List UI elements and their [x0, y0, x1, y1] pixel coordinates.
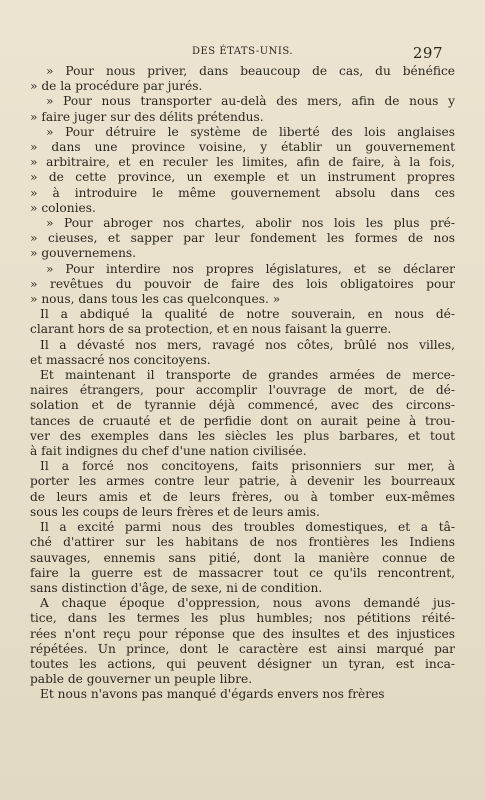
running-title: DES ÉTATS-UNIS. — [191, 46, 293, 57]
text-line: » de la procédure par jurés. — [30, 79, 203, 94]
text-line: toutes les actions, qui peuvent désigner un tyran, est inca- — [30, 656, 455, 671]
text-line: » Pour détruire le système de liberté des lois anglaises — [46, 124, 455, 139]
text-line: Il a excité parmi nous des troubles domestiques, et a tâ- — [40, 520, 455, 535]
text-line: solation et de tyrannie déjà commencé, avec des circons- — [30, 398, 455, 413]
text-line: sous les coups de leurs frères et de leurs amis. — [30, 504, 320, 519]
text-line: à fait indignes du chef d'une nation civilisée. — [30, 444, 307, 459]
text-line: » de cette province, un exemple et un instrument propres — [30, 170, 455, 185]
text-line: » nous, dans tous les cas quelconques. » — [30, 292, 281, 307]
text-line: Il a dévasté nos mers, ravagé nos côtes, brûlé nos villes, — [40, 337, 455, 352]
text-line: pable de gouverner un peuple libre. — [30, 672, 253, 687]
text-line: » Pour nous priver, dans beaucoup de cas, du bénéfice — [46, 64, 455, 78]
page-header — [30, 44, 455, 62]
text-line: sauvages, ennemis sans pitié, dont la manière connue de — [30, 550, 455, 565]
text-line: » Pour abroger nos chartes, abolir nos lois les plus pré- — [46, 216, 455, 231]
text-line: naires étrangers, pour accomplir l'ouvrage de mort, de dé- — [30, 383, 455, 398]
text-line: » Pour interdire nos propres législatures, et se déclarer — [46, 261, 455, 276]
text-line: Et maintenant il transporte de grandes armées de merce- — [40, 368, 455, 383]
text-line: » arbitraire, et en reculer les limites, afin de faire, à la fois, — [30, 155, 455, 170]
text-line: A chaque époque d'oppression, nous avons demandé jus- — [40, 596, 455, 611]
text-line: Il a abdiqué la qualité de notre souverain, en nous dé- — [40, 307, 455, 322]
text-line: » revêtues du pouvoir de faire des lois obligatoires pour — [30, 276, 455, 291]
page-number: 297 — [412, 44, 443, 62]
text-line: » gouvernemens. — [30, 246, 137, 261]
text-line: clarant hors de sa protection, et en nous faisant la guerre. — [30, 322, 392, 337]
text-line: répétées. Un prince, dont le caractère est ainsi marqué par — [30, 641, 455, 656]
text-line: » Pour nous transporter au-delà des mers, afin de nous y — [46, 94, 455, 109]
text-line: Et nous n'avons pas manqué d'égards envers nos frères — [40, 687, 385, 702]
text-line: » colonies. — [30, 200, 96, 215]
body-text — [30, 64, 455, 703]
text-line: ché d'attirer sur les habitans de nos frontières les Indiens — [30, 535, 455, 550]
text-line: » dans une province voisine, y établir un gouvernement — [30, 140, 455, 155]
text-line: sans distinction d'âge, de sexe, ni de condition. — [30, 580, 323, 595]
text-line: Il a forcé nos concitoyens, faits prisonniers sur mer, à — [40, 459, 455, 474]
text-line: porter les armes contre leur patrie, à devenir les bourreaux — [30, 474, 455, 489]
text-line: tice, dans les termes les plus humbles; nos pétitions réité- — [30, 611, 455, 626]
text-line: ver des exemples dans les siècles les plus barbares, et tout — [30, 428, 455, 443]
text-line: de leurs amis et de leurs frères, ou à tomber eux-mêmes — [30, 489, 455, 504]
text-line: et massacré nos concitoyens. — [30, 352, 211, 367]
text-line: faire la guerre est de massacrer tout ce qu'ils rencontrent, — [30, 565, 455, 580]
text-line: » à introduire le même gouvernement absolu dans ces — [30, 185, 455, 200]
text-line: tances de cruauté et de perfidie dont on aurait peine à trou- — [30, 413, 455, 428]
text-line: rées n'ont reçu pour réponse que des insultes et des injustices — [30, 626, 455, 641]
text-line: » faire juger sur des délits prétendus. — [30, 109, 264, 124]
text-line: » cieuses, et sapper par leur fondement les formes de nos — [30, 231, 455, 246]
